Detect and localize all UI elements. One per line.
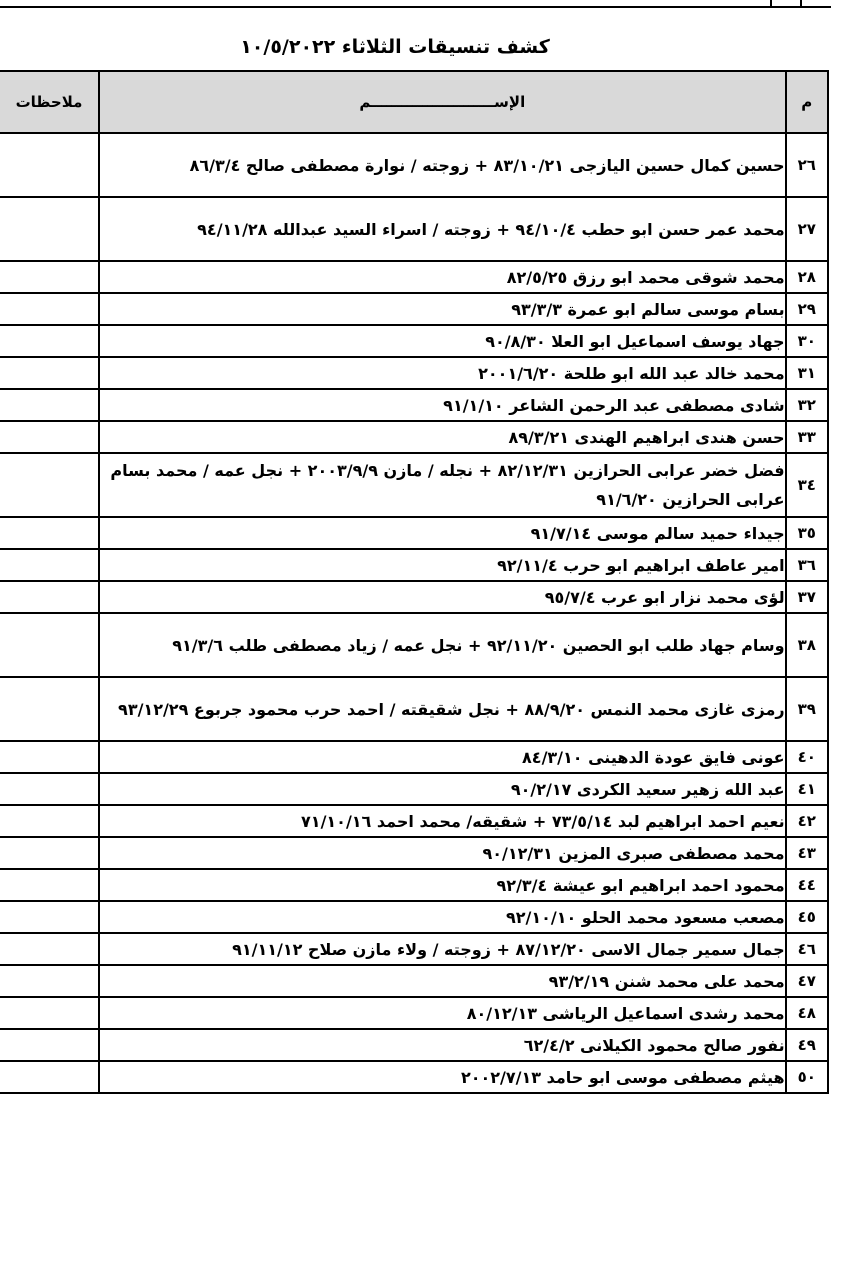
header-name: الإســــــــــــــــــــــــم — [99, 71, 786, 133]
row-notes — [0, 517, 99, 549]
table-row — [0, 549, 828, 581]
row-notes — [0, 837, 99, 869]
row-notes — [0, 453, 99, 517]
row-number: ٣٦ — [786, 549, 828, 581]
top-border — [0, 0, 831, 8]
row-name: حسن هندى ابراهيم الهندى ٨٩/٣/٢١ — [99, 421, 786, 453]
row-notes — [0, 741, 99, 773]
top-border-tick — [770, 0, 772, 6]
row-number: ٤٥ — [786, 901, 828, 933]
table-row — [0, 741, 828, 773]
row-notes — [0, 1029, 99, 1061]
row-notes — [0, 325, 99, 357]
table-row — [0, 773, 828, 805]
row-notes — [0, 261, 99, 293]
row-notes — [0, 805, 99, 837]
row-name: لؤى محمد نزار ابو عرب ٩٥/٧/٤ — [99, 581, 786, 613]
document-title: كشف تنسيقات الثلاثاء ١٠/٥/٢٠٢٢ — [240, 36, 550, 58]
row-name: عونى فايق عودة الدهينى ٨٤/٣/١٠ — [99, 741, 786, 773]
header-number: م — [786, 71, 828, 133]
table-row — [0, 581, 828, 613]
row-number: ٣٥ — [786, 517, 828, 549]
row-name: جيداء حميد سالم موسى ٩١/٧/١٤ — [99, 517, 786, 549]
row-notes — [0, 613, 99, 677]
row-name: نفور صالح محمود الكيلانى ٦٢/٤/٢ — [99, 1029, 786, 1061]
row-notes — [0, 389, 99, 421]
row-number: ٤٤ — [786, 869, 828, 901]
roster-table — [0, 70, 829, 1094]
table-row — [0, 869, 828, 901]
row-notes — [0, 901, 99, 933]
row-name: حسين كمال حسين اليازجى ٨٣/١٠/٢١ + زوجته / نوارة مصطفى صالح ٨٦/٣/٤ — [99, 133, 786, 197]
table-row — [0, 933, 828, 965]
table-row — [0, 293, 828, 325]
row-name: جمال سمير جمال الاسى ٨٧/١٢/٢٠ + زوجته / ولاء مازن صلاح ٩١/١١/١٢ — [99, 933, 786, 965]
row-name: جهاد يوسف اسماعيل ابو العلا ٩٠/٨/٣٠ — [99, 325, 786, 357]
row-name: محمد رشدى اسماعيل الرياشى ٨٠/١٢/١٣ — [99, 997, 786, 1029]
top-border-tick — [800, 0, 802, 6]
row-number: ٣٣ — [786, 421, 828, 453]
header-notes: ملاحظات — [0, 71, 99, 133]
table-row — [0, 357, 828, 389]
row-number: ٤٧ — [786, 965, 828, 997]
row-notes — [0, 421, 99, 453]
row-number: ٢٨ — [786, 261, 828, 293]
table-row — [0, 965, 828, 997]
table-row — [0, 389, 828, 421]
row-number: ٢٧ — [786, 197, 828, 261]
table-header-row — [0, 71, 828, 133]
row-name: رمزى غازى محمد النمس ٨٨/٩/٢٠ + نجل شقيقته / احمد حرب محمود جربوع ٩٣/١٢/٢٩ — [99, 677, 786, 741]
row-name: بسام موسى سالم ابو عمرة ٩٣/٣/٣ — [99, 293, 786, 325]
row-name: امير عاطف ابراهيم ابو حرب ٩٢/١١/٤ — [99, 549, 786, 581]
row-notes — [0, 549, 99, 581]
table-row — [0, 997, 828, 1029]
row-number: ٥٠ — [786, 1061, 828, 1093]
row-notes — [0, 581, 99, 613]
table-row — [0, 421, 828, 453]
row-name: شادى مصطفى عبد الرحمن الشاعر ٩١/١/١٠ — [99, 389, 786, 421]
row-name: محمد شوقى محمد ابو رزق ٨٢/٥/٢٥ — [99, 261, 786, 293]
row-name: محمد على محمد شنن ٩٣/٢/١٩ — [99, 965, 786, 997]
row-number: ٤٨ — [786, 997, 828, 1029]
row-number: ٤١ — [786, 773, 828, 805]
row-number: ٤٩ — [786, 1029, 828, 1061]
table-row — [0, 517, 828, 549]
row-name: نعيم احمد ابراهيم لبد ٧٣/٥/١٤ + شقيقه/ محمد احمد ٧١/١٠/١٦ — [99, 805, 786, 837]
table-row — [0, 261, 828, 293]
row-name: محمد مصطفى صبرى المزين ٩٠/١٢/٣١ — [99, 837, 786, 869]
row-notes — [0, 133, 99, 197]
table-row — [0, 1061, 828, 1093]
row-notes — [0, 869, 99, 901]
row-name: عبد الله زهير سعيد الكردى ٩٠/٢/١٧ — [99, 773, 786, 805]
row-number: ٤٠ — [786, 741, 828, 773]
table-row — [0, 325, 828, 357]
row-notes — [0, 933, 99, 965]
row-name: وسام جهاد طلب ابو الحصين ٩٢/١١/٢٠ + نجل عمه / زياد مصطفى طلب ٩١/٣/٦ — [99, 613, 786, 677]
table-row — [0, 805, 828, 837]
row-notes — [0, 1061, 99, 1093]
row-number: ٣١ — [786, 357, 828, 389]
table-body — [0, 133, 828, 1093]
row-name: محمد عمر حسن ابو حطب ٩٤/١٠/٤ + زوجته / اسراء السيد عبدالله ٩٤/١١/٢٨ — [99, 197, 786, 261]
row-number: ٣٨ — [786, 613, 828, 677]
table-row — [0, 837, 828, 869]
row-name: هيثم مصطفى موسى ابو حامد ٢٠٠٢/٧/١٣ — [99, 1061, 786, 1093]
row-number: ٣٠ — [786, 325, 828, 357]
row-notes — [0, 773, 99, 805]
row-number: ٤٣ — [786, 837, 828, 869]
row-number: ٣٤ — [786, 453, 828, 517]
table-row — [0, 197, 828, 261]
row-number: ٣٧ — [786, 581, 828, 613]
table-row — [0, 901, 828, 933]
row-notes — [0, 357, 99, 389]
row-notes — [0, 197, 99, 261]
row-name: فضل خضر عرابى الحرازين ٨٢/١٢/٣١ + نجله / مازن ٢٠٠٣/٩/٩ + نجل عمه / محمد بسام عرابى الحرازين ٩١/٦/٢٠ — [99, 453, 786, 517]
row-number: ٤٦ — [786, 933, 828, 965]
table-row — [0, 613, 828, 677]
row-notes — [0, 965, 99, 997]
table-row — [0, 677, 828, 741]
table-row — [0, 453, 828, 517]
row-name: محمد خالد عبد الله ابو طلحة ٢٠٠١/٦/٢٠ — [99, 357, 786, 389]
table-row — [0, 133, 828, 197]
row-name: محمود احمد ابراهيم ابو عيشة ٩٢/٣/٤ — [99, 869, 786, 901]
row-number: ٤٢ — [786, 805, 828, 837]
table-row — [0, 1029, 828, 1061]
row-number: ٣٩ — [786, 677, 828, 741]
row-notes — [0, 293, 99, 325]
row-notes — [0, 677, 99, 741]
row-notes — [0, 997, 99, 1029]
row-number: ٢٦ — [786, 133, 828, 197]
row-name: مصعب مسعود محمد الحلو ٩٢/١٠/١٠ — [99, 901, 786, 933]
row-number: ٣٢ — [786, 389, 828, 421]
row-number: ٢٩ — [786, 293, 828, 325]
